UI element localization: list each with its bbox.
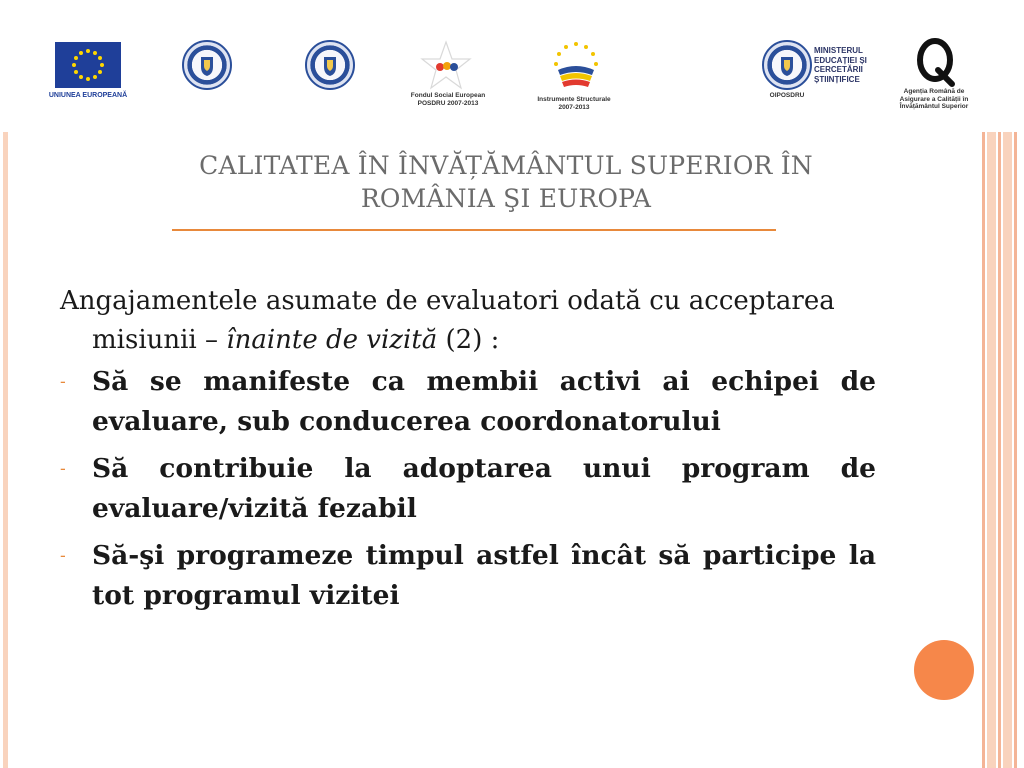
coat-of-arms-icon <box>184 42 230 88</box>
right-stripe-3 <box>998 132 1001 768</box>
bullet-dash: - <box>60 546 66 566</box>
title-line-2: ROMÂNIA ŞI EUROPA <box>360 184 652 213</box>
right-stripe-4 <box>1003 132 1012 768</box>
bullet-item <box>60 536 876 616</box>
aracis-logo <box>900 38 970 90</box>
aracis-caption: Agenția Română de Asigurare a Calității în Învățământul Superior <box>899 88 969 110</box>
structural-instruments-icon <box>548 40 604 92</box>
bullet-text: Să contribuie la adoptarea unui program de evaluare/vizită fezabil <box>92 453 876 524</box>
slide-body <box>60 282 876 623</box>
orange-circle-ornament <box>914 640 974 700</box>
bullet-dash: - <box>60 459 66 479</box>
right-stripe-1 <box>982 132 985 768</box>
ministry-seal-logo <box>762 40 812 90</box>
right-stripe-2 <box>987 132 996 768</box>
right-stripe-5 <box>1014 132 1017 768</box>
ministry-name: MINISTERUL EDUCAȚIEI ȘI CERCETĂRII ȘTIINȚIFICE <box>814 46 867 84</box>
bullet-item <box>60 449 876 529</box>
slide-title <box>150 149 862 215</box>
coat-of-arms-icon <box>307 42 353 88</box>
oiposdru-caption: OIPOSDRU <box>769 92 805 99</box>
lead-paragraph <box>60 282 876 360</box>
government-seal-logo <box>182 40 232 90</box>
fse-caption: Fondul Social European POSDRU 2007-2013 <box>410 92 486 107</box>
eu-stars-icon <box>55 42 121 88</box>
eu-caption: UNIUNEA EUROPEANĂ <box>48 92 128 99</box>
aracis-q-icon <box>900 38 970 90</box>
eu-flag-logo <box>55 42 121 88</box>
bullet-dash: - <box>60 372 66 392</box>
title-underline <box>172 229 776 231</box>
structural-instruments-logo <box>548 40 604 92</box>
left-stripe <box>3 132 8 768</box>
lead-suffix: (2) : <box>437 325 500 355</box>
lead-text: Angajamentele asumate de evaluatori odată cu acceptarea misiunii – <box>60 286 835 355</box>
structural-instruments-caption: Instrumente Structurale 2007-2013 <box>537 96 611 111</box>
bullet-text: Să se manifeste ca membii activi ai echipei de evaluare, sub conducerea coordonatorului <box>92 366 876 437</box>
bullet-text: Să-şi programeze timpul astfel încât să participe la tot programul vizitei <box>92 540 876 611</box>
circle-halo <box>910 636 978 704</box>
lead-italic: înainte de vizită <box>226 325 438 355</box>
bullet-item <box>60 362 876 442</box>
star-icon <box>420 40 472 92</box>
fse-star-logo <box>420 40 472 92</box>
title-line-1: CALITATEA ÎN ÎNVĂȚĂMÂNTUL SUPERIOR ÎN <box>199 151 813 180</box>
coat-of-arms-icon <box>764 42 810 88</box>
government-seal-logo-2 <box>305 40 355 90</box>
